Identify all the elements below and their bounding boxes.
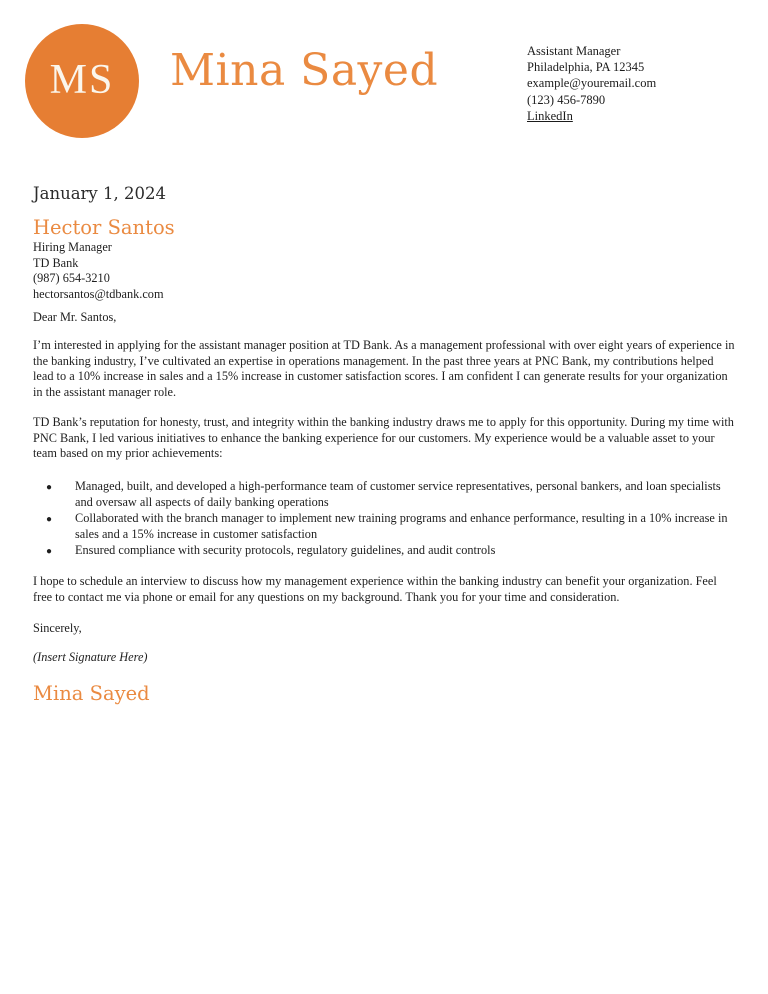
recipient-phone: (987) 654-3210	[33, 271, 110, 286]
recipient-name: Hector Santos	[33, 216, 175, 239]
body-paragraph-1: I’m interested in applying for the assistant manager position at TD Bank. As a management professional with over eight years of experience in the banking industry, I’ve cultivated an expertise in operations management. In the past three years at PNC Bank, my contributions helped lead to a 10% increase in sales and a 15% increase in customer satisfaction scores. I am confident I can generate results for your organization in the assistant manager role.	[33, 338, 735, 399]
contact-email: example@youremail.com	[527, 76, 657, 91]
achievements-list	[33, 479, 736, 560]
closing-paragraph: I hope to schedule an interview to discuss how my management experience within the banking industry can benefit your organization. Feel free to contact me via phone or email for any questions on my background. Thank you for your time and consideration.	[33, 574, 717, 604]
linkedin-link[interactable]: LinkedIn	[527, 108, 573, 123]
recipient-email: hectorsantos@tdbank.com	[33, 286, 164, 301]
bullet-icon: ●	[46, 546, 53, 558]
avatar	[25, 24, 139, 138]
list-item-text: Ensured compliance with security protocols, regulatory guidelines, and audit controls	[75, 543, 496, 558]
list-item	[33, 543, 736, 559]
avatar-monogram: MS	[49, 57, 115, 103]
list-item-text: Managed, built, and developed a high-performance team of customer service representatives, personal bankers, and loan specialists and oversaw all aspects of daily banking operations	[75, 479, 721, 509]
contact-job-title: Assistant Manager	[527, 44, 621, 58]
list-item	[33, 511, 736, 542]
contact-block	[527, 43, 656, 124]
recipient-details	[33, 240, 736, 302]
list-item	[33, 479, 736, 510]
recipient-title: Hiring Manager	[33, 240, 112, 254]
signature-name: Mina Sayed	[33, 682, 150, 705]
signature-placeholder: (Insert Signature Here)	[33, 650, 148, 664]
contact-phone: (123) 456-7890	[527, 92, 606, 107]
salutation: Dear Mr. Santos,	[33, 310, 117, 324]
recipient-company: TD Bank	[33, 255, 79, 270]
list-item-text: Collaborated with the branch manager to implement new training programs and enhance performance, resulting in a 10% increase in sales and a 15% increase in customer satisfaction	[75, 511, 728, 541]
contact-location: Philadelphia, PA 12345	[527, 60, 645, 75]
bullet-icon: ●	[46, 482, 53, 493]
letter-date: January 1, 2024	[33, 184, 166, 203]
body-paragraph-2: TD Bank’s reputation for honesty, trust, and integrity within the banking industry draws me to apply for this opportunity. During my time with PNC Bank, I led various initiatives to enhance the banking experience for our customers. My experience would be a valuable asset to your team based on my prior achievements:	[33, 415, 734, 461]
signoff: Sincerely,	[33, 621, 82, 635]
page-title-name: Mina Sayed	[170, 45, 439, 96]
bullet-icon: ●	[46, 514, 53, 526]
